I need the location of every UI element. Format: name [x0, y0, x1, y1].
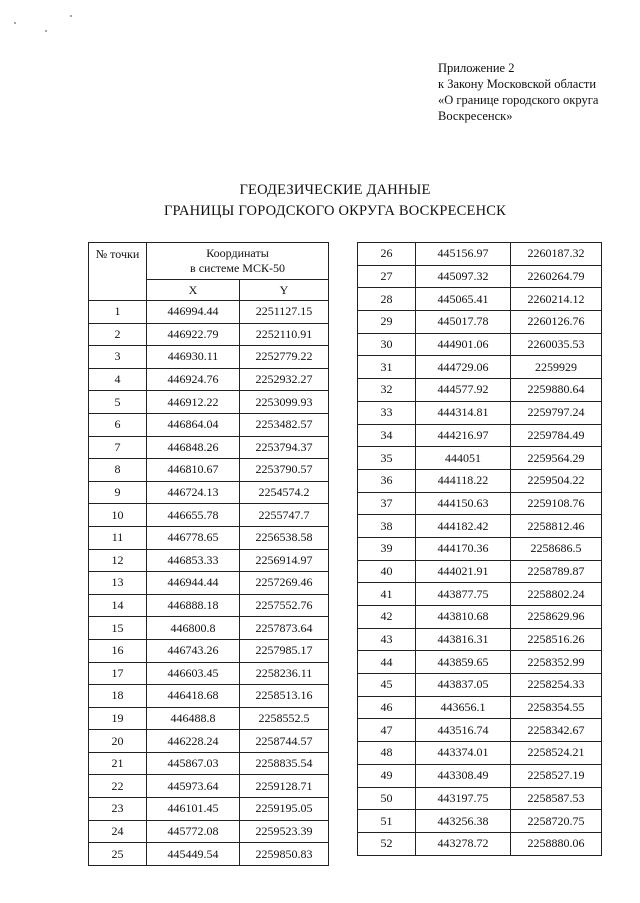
point-number-cell: 9 [89, 481, 147, 504]
table-row [358, 515, 602, 538]
y-coordinate-cell: 2258720.75 [511, 810, 602, 833]
table-row [89, 413, 329, 436]
table-row [358, 447, 602, 470]
point-number-cell: 41 [358, 583, 416, 606]
y-coordinate-cell: 2258524.21 [511, 742, 602, 765]
y-coordinate-cell: 2259523.39 [240, 820, 329, 843]
appendix-line: «О границе городского округа [438, 93, 599, 107]
point-number-cell: 3 [89, 346, 147, 369]
table-row [89, 639, 329, 662]
x-coordinate-cell: 444729.06 [416, 356, 511, 379]
appendix-line: Воскресенск» [438, 109, 513, 123]
table-row [89, 346, 329, 369]
point-number-cell: 44 [358, 651, 416, 674]
point-number-cell: 51 [358, 810, 416, 833]
table-row [89, 798, 329, 821]
x-coordinate-cell: 446655.78 [147, 504, 240, 527]
scan-speck [14, 22, 16, 24]
x-coordinate-cell: 443256.38 [416, 810, 511, 833]
y-coordinate-cell: 2253794.37 [240, 436, 329, 459]
x-coordinate-cell: 446994.44 [147, 301, 240, 324]
table-row [89, 459, 329, 482]
y-coordinate-cell: 2257985.17 [240, 639, 329, 662]
table-row [358, 469, 602, 492]
point-number-cell: 49 [358, 764, 416, 787]
point-number-cell: 21 [89, 752, 147, 775]
y-coordinate-cell: 2258354.55 [511, 696, 602, 719]
y-coordinate-cell: 2258629.96 [511, 606, 602, 629]
point-number-cell: 8 [89, 459, 147, 482]
table-row [358, 674, 602, 697]
x-coordinate-cell: 446922.79 [147, 323, 240, 346]
table-row [358, 787, 602, 810]
point-number-cell: 26 [358, 243, 416, 266]
point-number-cell: 35 [358, 447, 416, 470]
y-coordinate-cell: 2258802.24 [511, 583, 602, 606]
point-number-cell: 1 [89, 301, 147, 324]
point-number-cell: 17 [89, 662, 147, 685]
x-coordinate-cell: 443516.74 [416, 719, 511, 742]
x-coordinate-cell: 445097.32 [416, 265, 511, 288]
point-number-cell: 37 [358, 492, 416, 515]
x-coordinate-cell: 446743.26 [147, 639, 240, 662]
x-coordinate-cell: 446810.67 [147, 459, 240, 482]
y-coordinate-cell: 2259108.76 [511, 492, 602, 515]
y-coordinate-cell: 2260126.76 [511, 311, 602, 334]
point-number-cell: 43 [358, 628, 416, 651]
x-coordinate-cell: 444150.63 [416, 492, 511, 515]
point-number-cell: 50 [358, 787, 416, 810]
y-coordinate-cell: 2255747.7 [240, 504, 329, 527]
table-row [358, 424, 602, 447]
x-coordinate-cell: 446924.76 [147, 368, 240, 391]
y-coordinate-cell: 2257873.64 [240, 617, 329, 640]
point-number-cell: 12 [89, 549, 147, 572]
y-coordinate-cell: 2259784.49 [511, 424, 602, 447]
point-number-cell: 48 [358, 742, 416, 765]
x-coordinate-cell: 444182.42 [416, 515, 511, 538]
y-coordinate-cell: 2258236.11 [240, 662, 329, 685]
x-coordinate-cell: 443859.65 [416, 651, 511, 674]
y-coordinate-cell: 2254574.2 [240, 481, 329, 504]
point-number-cell: 40 [358, 560, 416, 583]
table-row [358, 492, 602, 515]
table-row [89, 504, 329, 527]
x-coordinate-cell: 445156.97 [416, 243, 511, 266]
table-row [89, 685, 329, 708]
x-coordinate-cell: 444021.91 [416, 560, 511, 583]
table-row [89, 368, 329, 391]
y-coordinate-cell: 2259880.64 [511, 379, 602, 402]
table-row [89, 843, 329, 866]
x-coordinate-cell: 443374.01 [416, 742, 511, 765]
x-coordinate-cell: 445065.41 [416, 288, 511, 311]
table-row [358, 719, 602, 742]
point-number-cell: 28 [358, 288, 416, 311]
table-row [89, 391, 329, 414]
x-coordinate-cell: 444118.22 [416, 469, 511, 492]
x-coordinate-cell: 444901.06 [416, 333, 511, 356]
y-coordinate-cell: 2259797.24 [511, 401, 602, 424]
point-number-cell: 23 [89, 798, 147, 821]
table-row [358, 560, 602, 583]
table-row [89, 436, 329, 459]
table-row [358, 401, 602, 424]
y-coordinate-cell: 2258516.26 [511, 628, 602, 651]
point-number-cell: 32 [358, 379, 416, 402]
title-line-2: ГРАНИЦЫ ГОРОДСКОГО ОКРУГА ВОСКРЕСЕНСК [163, 203, 507, 219]
title-line-1: ГЕОДЕЗИЧЕСКИЕ ДАННЫЕ [239, 182, 431, 198]
point-number-cell: 52 [358, 832, 416, 855]
x-coordinate-cell: 445772.08 [147, 820, 240, 843]
y-coordinate-cell: 2251127.15 [240, 301, 329, 324]
table-row [89, 323, 329, 346]
point-number-cell: 24 [89, 820, 147, 843]
x-coordinate-cell: 446228.24 [147, 730, 240, 753]
point-number-cell: 42 [358, 606, 416, 629]
table-row [89, 730, 329, 753]
y-coordinate-cell: 2259195.05 [240, 798, 329, 821]
y-coordinate-cell: 2258513.16 [240, 685, 329, 708]
x-coordinate-cell: 444314.81 [416, 401, 511, 424]
x-coordinate-cell: 445017.78 [416, 311, 511, 334]
table-row [358, 583, 602, 606]
x-coordinate-cell: 444577.92 [416, 379, 511, 402]
coordinates-table-right [357, 242, 602, 856]
y-coordinate-cell: 2258527.19 [511, 764, 602, 787]
table-row [358, 537, 602, 560]
coordinates-table-left [88, 242, 329, 866]
document-title [100, 180, 570, 222]
point-number-cell: 25 [89, 843, 147, 866]
table-row [358, 333, 602, 356]
x-coordinate-cell: 443877.75 [416, 583, 511, 606]
x-coordinate-cell: 446418.68 [147, 685, 240, 708]
header-coordinates-line2: в системе МСК-50 [190, 261, 285, 275]
y-coordinate-cell: 2252110.91 [240, 323, 329, 346]
point-number-cell: 46 [358, 696, 416, 719]
point-number-cell: 38 [358, 515, 416, 538]
table-row [358, 764, 602, 787]
y-coordinate-cell: 2258880.06 [511, 832, 602, 855]
x-coordinate-cell: 446912.22 [147, 391, 240, 414]
y-coordinate-cell: 2253482.57 [240, 413, 329, 436]
x-coordinate-cell: 444051 [416, 447, 511, 470]
x-coordinate-cell: 446848.26 [147, 436, 240, 459]
y-coordinate-cell: 2259850.83 [240, 843, 329, 866]
table-row [89, 617, 329, 640]
table-row [358, 356, 602, 379]
table-row [358, 696, 602, 719]
y-coordinate-cell: 2258686.5 [511, 537, 602, 560]
y-coordinate-cell: 2257269.46 [240, 572, 329, 595]
x-coordinate-cell: 443197.75 [416, 787, 511, 810]
x-coordinate-cell: 443308.49 [416, 764, 511, 787]
point-number-cell: 22 [89, 775, 147, 798]
x-coordinate-cell: 445973.64 [147, 775, 240, 798]
table-row [89, 820, 329, 843]
x-coordinate-cell: 446944.44 [147, 572, 240, 595]
y-coordinate-cell: 2260214.12 [511, 288, 602, 311]
table-row [358, 810, 602, 833]
table-row [89, 752, 329, 775]
point-number-cell: 39 [358, 537, 416, 560]
y-coordinate-cell: 2258744.57 [240, 730, 329, 753]
table-row [89, 572, 329, 595]
y-coordinate-cell: 2260035.53 [511, 333, 602, 356]
y-coordinate-cell: 2256538.58 [240, 526, 329, 549]
x-coordinate-cell: 444216.97 [416, 424, 511, 447]
point-number-cell: 30 [358, 333, 416, 356]
x-coordinate-cell: 443810.68 [416, 606, 511, 629]
appendix-line: Приложение 2 [438, 61, 515, 75]
header-coordinates [147, 243, 329, 280]
point-number-cell: 29 [358, 311, 416, 334]
x-coordinate-cell: 446864.04 [147, 413, 240, 436]
table-row [358, 606, 602, 629]
table-row [358, 832, 602, 855]
point-number-cell: 31 [358, 356, 416, 379]
table-row [89, 775, 329, 798]
point-number-cell: 45 [358, 674, 416, 697]
y-coordinate-cell: 2258587.53 [511, 787, 602, 810]
y-coordinate-cell: 2257552.76 [240, 594, 329, 617]
table-row [358, 742, 602, 765]
header-y: Y [240, 280, 329, 301]
y-coordinate-cell: 2252779.22 [240, 346, 329, 369]
table-row [358, 651, 602, 674]
table-row [358, 265, 602, 288]
table-row [89, 481, 329, 504]
point-number-cell: 15 [89, 617, 147, 640]
x-coordinate-cell: 446800.8 [147, 617, 240, 640]
point-number-cell: 4 [89, 368, 147, 391]
header-point-number: № точки [89, 243, 147, 301]
header-x: X [147, 280, 240, 301]
table-row [89, 301, 329, 324]
y-coordinate-cell: 2258352.99 [511, 651, 602, 674]
point-number-cell: 18 [89, 685, 147, 708]
scan-speck [45, 30, 47, 32]
point-number-cell: 20 [89, 730, 147, 753]
y-coordinate-cell: 2260187.32 [511, 243, 602, 266]
point-number-cell: 19 [89, 707, 147, 730]
point-number-cell: 13 [89, 572, 147, 595]
point-number-cell: 14 [89, 594, 147, 617]
point-number-cell: 47 [358, 719, 416, 742]
y-coordinate-cell: 2258789.87 [511, 560, 602, 583]
point-number-cell: 16 [89, 639, 147, 662]
x-coordinate-cell: 444170.36 [416, 537, 511, 560]
table-row [358, 628, 602, 651]
point-number-cell: 6 [89, 413, 147, 436]
y-coordinate-cell: 2258812.46 [511, 515, 602, 538]
x-coordinate-cell: 445449.54 [147, 843, 240, 866]
table-row [89, 594, 329, 617]
y-coordinate-cell: 2252932.27 [240, 368, 329, 391]
x-coordinate-cell: 443816.31 [416, 628, 511, 651]
y-coordinate-cell: 2258552.5 [240, 707, 329, 730]
point-number-cell: 33 [358, 401, 416, 424]
x-coordinate-cell: 443837.05 [416, 674, 511, 697]
point-number-cell: 34 [358, 424, 416, 447]
x-coordinate-cell: 446488.8 [147, 707, 240, 730]
table-row [358, 311, 602, 334]
scan-speck [70, 15, 72, 17]
y-coordinate-cell: 2258342.67 [511, 719, 602, 742]
table-row [89, 707, 329, 730]
y-coordinate-cell: 2258835.54 [240, 752, 329, 775]
y-coordinate-cell: 2259128.71 [240, 775, 329, 798]
point-number-cell: 2 [89, 323, 147, 346]
x-coordinate-cell: 446853.33 [147, 549, 240, 572]
y-coordinate-cell: 2260264.79 [511, 265, 602, 288]
x-coordinate-cell: 446724.13 [147, 481, 240, 504]
y-coordinate-cell: 2259504.22 [511, 469, 602, 492]
table-row [89, 549, 329, 572]
appendix-note [438, 60, 598, 124]
y-coordinate-cell: 2253790.57 [240, 459, 329, 482]
x-coordinate-cell: 446101.45 [147, 798, 240, 821]
x-coordinate-cell: 446888.18 [147, 594, 240, 617]
point-number-cell: 10 [89, 504, 147, 527]
point-number-cell: 7 [89, 436, 147, 459]
point-number-cell: 5 [89, 391, 147, 414]
point-number-cell: 27 [358, 265, 416, 288]
x-coordinate-cell: 446930.11 [147, 346, 240, 369]
table-row [89, 662, 329, 685]
point-number-cell: 11 [89, 526, 147, 549]
x-coordinate-cell: 443278.72 [416, 832, 511, 855]
y-coordinate-cell: 2258254.33 [511, 674, 602, 697]
y-coordinate-cell: 2259929 [511, 356, 602, 379]
table-row [89, 526, 329, 549]
x-coordinate-cell: 446603.45 [147, 662, 240, 685]
table-row [358, 243, 602, 266]
y-coordinate-cell: 2253099.93 [240, 391, 329, 414]
x-coordinate-cell: 443656.1 [416, 696, 511, 719]
x-coordinate-cell: 445867.03 [147, 752, 240, 775]
point-number-cell: 36 [358, 469, 416, 492]
y-coordinate-cell: 2259564.29 [511, 447, 602, 470]
table-row [358, 288, 602, 311]
header-coordinates-line1: Координаты [206, 246, 269, 260]
y-coordinate-cell: 2256914.97 [240, 549, 329, 572]
x-coordinate-cell: 446778.65 [147, 526, 240, 549]
table-row [358, 379, 602, 402]
appendix-line: к Закону Московской области [438, 77, 597, 91]
